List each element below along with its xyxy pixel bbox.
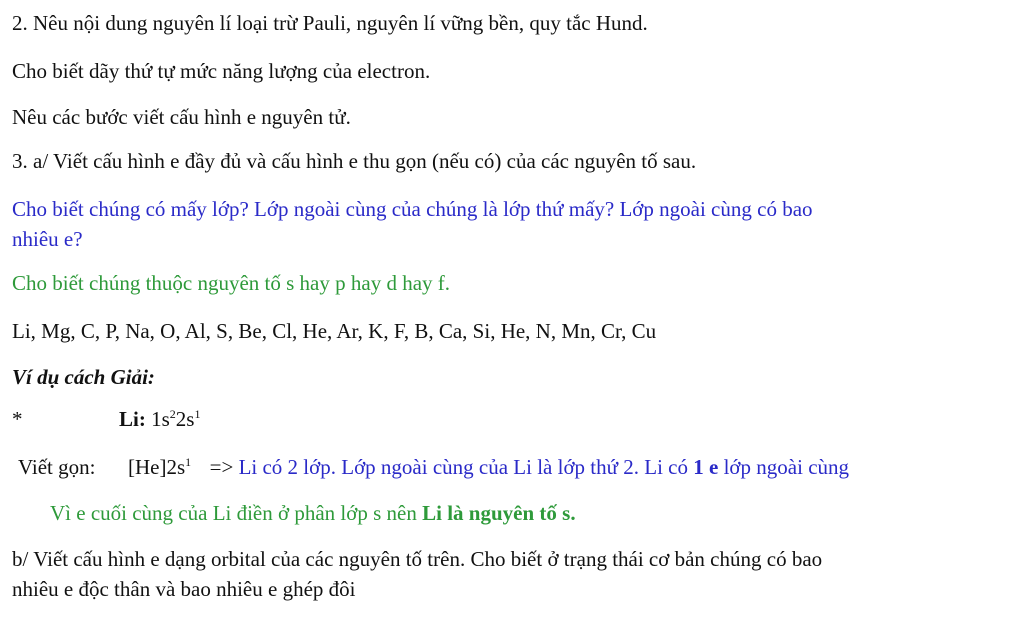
q2-line-3: Nêu các bước viết cấu hình e nguyên tử. [12, 105, 351, 129]
short-label: Viết gọn: [18, 455, 96, 479]
q3-line-1: 3. a/ Viết cấu hình e đầy đủ và cấu hình e thu gọn (nếu có) của các nguyên tố sau. [12, 149, 697, 173]
example-li-row [12, 406, 200, 432]
q2-line-2: Cho biết dãy thứ tự mức năng lượng của electron. [12, 59, 431, 83]
li-shell-explanation: Li có 2 lớp. Lớp ngoài cùng của Li là lớp thứ 2. Li có 1 e lớp ngoài cùng [238, 455, 850, 479]
q3-classification-question: Cho biết chúng thuộc nguyên tố s hay p hay d hay f. [12, 271, 451, 295]
qb-line-1: b/ Viết cấu hình e dạng orbital của các nguyên tố trên. Cho biết ở trạng thái cơ bản chúng có bao [12, 547, 823, 571]
li-classification: Vì e cuối cùng của Li điền ở phân lớp s nên Li là nguyên tố s. [50, 501, 576, 525]
element-list: Li, Mg, C, P, Na, O, Al, S, Be, Cl, He, Ar, K, F, B, Ca, Si, He, N, Mn, Cr, Cu [12, 319, 657, 343]
q3-question-line-1: Cho biết chúng có mấy lớp? Lớp ngoài cùng của chúng là lớp thứ mấy? Lớp ngoài cùng có bao [12, 197, 813, 221]
example-heading: Ví dụ cách Giải: [12, 365, 155, 389]
li-config: $1s^22s^1$ [151, 407, 201, 431]
qb-line-2: nhiêu e độc thân và bao nhiêu e ghép đôi [12, 577, 356, 601]
arrow: => [209, 455, 234, 479]
example-short-row [18, 454, 849, 480]
li-label: Li: [119, 407, 146, 431]
q2-line-1: 2. Nêu nội dung nguyên lí loại trừ Pauli, nguyên lí vững bền, quy tắc Hund. [12, 11, 648, 35]
bullet-mark: * [12, 407, 23, 431]
short-config: $[He]2s^1$ [127, 455, 192, 479]
q3-question-line-2: nhiêu e? [12, 227, 83, 251]
